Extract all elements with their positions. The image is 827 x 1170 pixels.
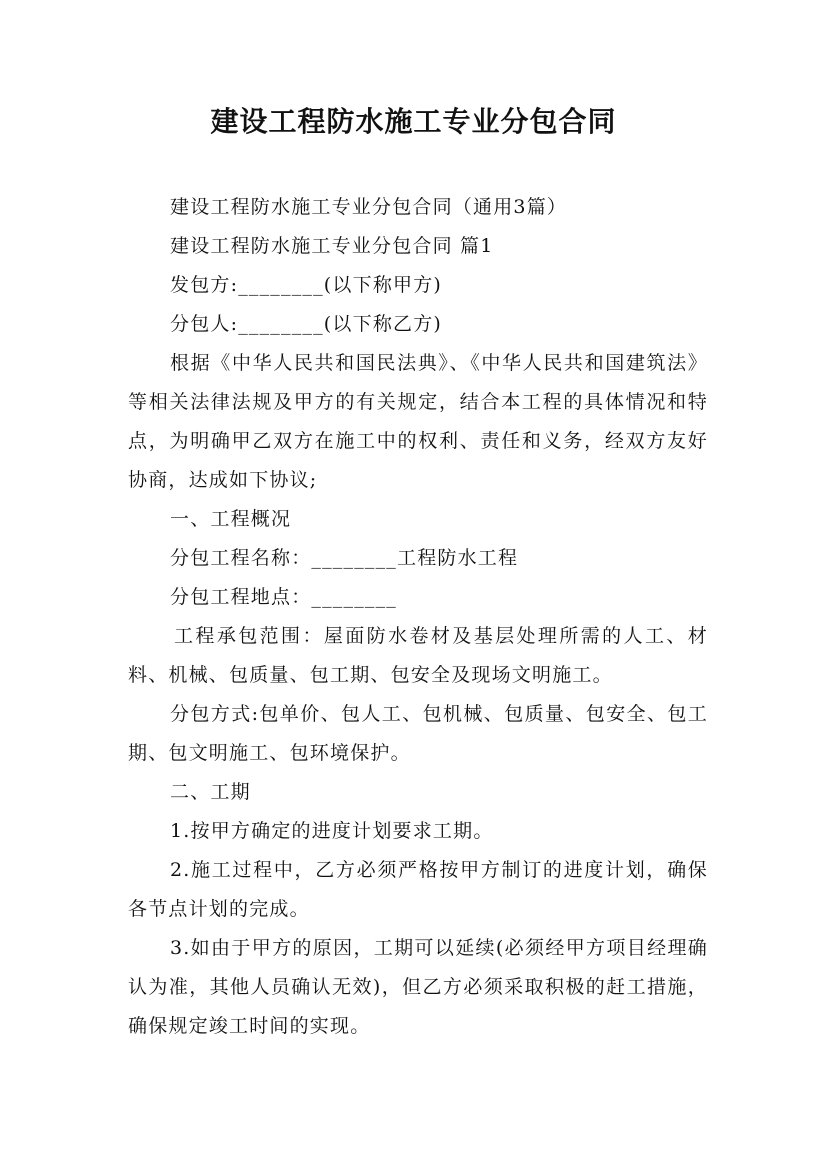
- section-heading-schedule: 二、工期: [170, 781, 251, 803]
- paragraph-schedule-3: 3.如由于甲方的原因，工期可以延续(必须经甲方项目经理确认为准，其他人员确认无效)，但乙方必须采取积极的赶工措施，确保规定竣工时间的实现。: [128, 937, 708, 1037]
- paragraph-schedule-2: 2.施工过程中，乙方必须严格按甲方制订的进度计划，确保各节点计划的完成。: [128, 859, 708, 920]
- paragraph-project-name: 分包工程名称：________工程防水工程: [170, 547, 519, 569]
- paragraph-preamble: 根据《中华人民共和国民法典》、《中华人民共和国建筑法》等相关法律法规及甲方的有关规定，结合本工程的具体情况和特点，为明确甲乙双方在施工中的权利、责任和义务，经双方友好协商，达成如下协议;: [128, 352, 708, 491]
- section-heading-overview: 一、工程概况: [170, 508, 292, 530]
- paragraph-method: 分包方式:包单价、包人工、包机械、包质量、包安全、包工期、包文明施工、包环境保护。: [128, 703, 708, 764]
- paragraph-subcontractor: 分包人:________(以下称乙方): [170, 313, 443, 335]
- paragraph-subtitle: 建设工程防水施工专业分包合同（通用3篇）: [170, 196, 568, 218]
- paragraph-contractor: 发包方:________(以下称甲方): [170, 274, 443, 296]
- paragraph-schedule-1: 1.按甲方确定的进度计划要求工期。: [170, 820, 494, 842]
- paragraph-scope: 工程承包范围：屋面防水卷材及基层处理所需的人工、材料、机械、包质量、包工期、包安全及现场文明施工。: [128, 625, 708, 686]
- paragraph-part-heading: 建设工程防水施工专业分包合同 篇1: [170, 235, 494, 257]
- document-title: 建设工程防水施工专业分包合同: [210, 105, 617, 138]
- paragraph-project-location: 分包工程地点：________: [170, 586, 398, 608]
- document-body: [128, 188, 708, 1046]
